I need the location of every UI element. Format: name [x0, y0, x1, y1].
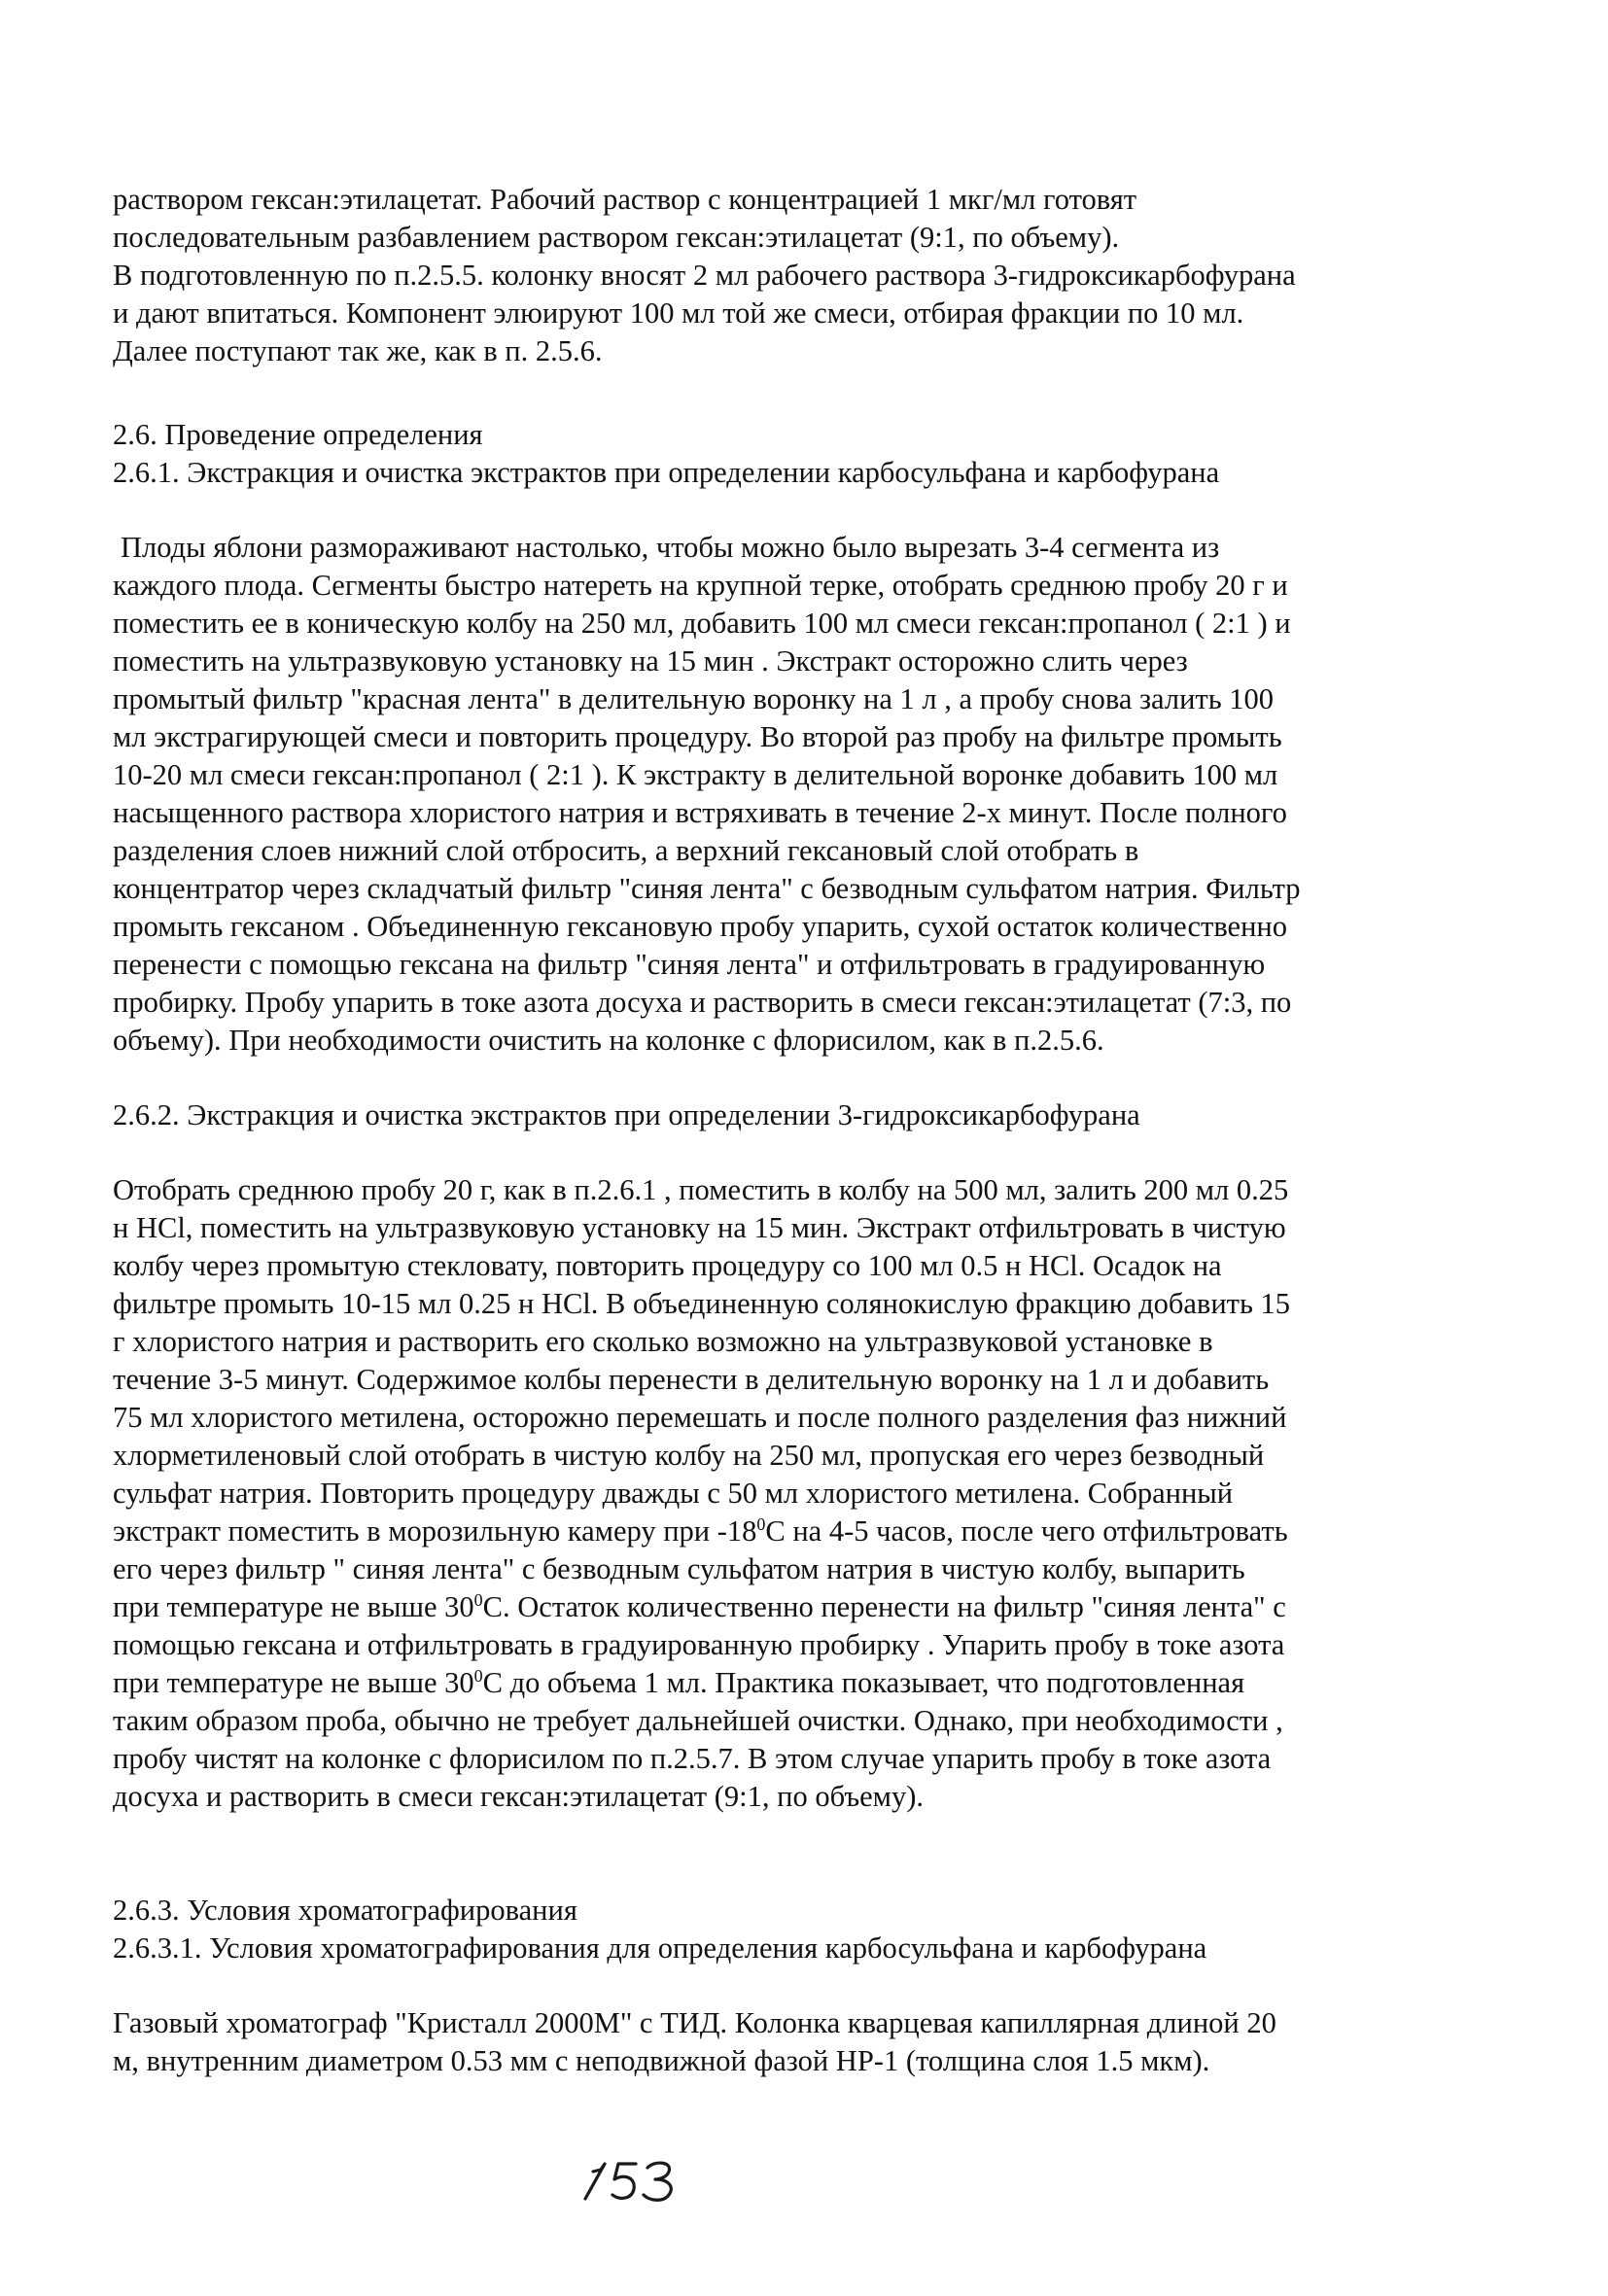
text-line: промытый фильтр "красная лента" в делительную воронку на 1 л , а пробу снова залить 100: [113, 682, 1275, 715]
text-line: колбу через промытую стекловату, повторить процедуру со 100 мл 0.5 н HCl. Осадок на: [113, 1249, 1222, 1282]
paragraph-2-6-1: [113, 529, 1454, 1060]
text-line: раствором гексан:этилацетат. Рабочий раствор с концентрацией 1 мкг/мл готовят: [113, 183, 1137, 216]
text-line: фильтре промыть 10-15 мл 0.25 н HCl. В объединенную солянокислую фракцию добавить 15: [113, 1287, 1291, 1320]
text-line: течение 3-5 минут. Содержимое колбы перенести в делительную воронку на 1 л и добавить: [113, 1363, 1270, 1396]
text-line-temperature: [113, 1513, 1454, 1550]
text-line: Далее поступают так же, как в п. 2.5.6.: [113, 334, 603, 367]
text-line: пробу чистят на колонке с флорисилом по п.2.5.7. В этом случае упарить пробу в токе азота: [113, 1742, 1272, 1775]
text-line: Отобрать среднюю пробу 20 г, как в п.2.6.1 , поместить в колбу на 500 мл, залить 200 мл 0.25: [113, 1173, 1289, 1206]
paragraph-2-6-3-1: [113, 2004, 1454, 2080]
text-line: разделения слоев нижний слой отбросить, а верхний гексановый слой отобрать в: [113, 834, 1139, 867]
text-line: хлорметиленовый слой отобрать в чистую колбу на 250 мл, пропуская его через безводный: [113, 1439, 1265, 1472]
handwritten-page-number-drawing: [579, 2152, 686, 2207]
text-line: пробирку. Пробу упарить в токе азота досуха и растворить в смеси гексан:этилацетат (7:3, по: [113, 986, 1292, 1019]
text-line: его через фильтр " синяя лента" с безводным сульфатом натрия в чистую колбу, выпарить: [113, 1552, 1245, 1585]
text-segment: С на 4-5 часов, после чего отфильтровать: [765, 1514, 1288, 1548]
text-line: насыщенного раствора хлористого натрия и встряхивать в течение 2-х минут. После полного: [113, 796, 1287, 829]
text-line: Газовый хроматограф "Кристалл 2000М" с ТИД. Колонка кварцевая капиллярная длиной 20: [113, 2006, 1276, 2039]
text-line: последовательным разбавлением раствором гексан:этилацетат (9:1, по объему).: [113, 221, 1120, 254]
text-line: поместить ее в коническую колбу на 250 мл, добавить 100 мл смеси гексан:пропанол ( 2:1 ) и: [113, 607, 1291, 640]
text-line: мл экстрагирующей смеси и повторить процедуру. Во второй раз пробу на фильтре промыть: [113, 720, 1282, 753]
text-line: г хлористого натрия и растворить его сколько возможно на ультразвуковой установке в: [113, 1325, 1213, 1358]
intro-paragraph: [113, 181, 1454, 370]
paragraph-2-6-2: [113, 1171, 1454, 1816]
text-line: таким образом проба, обычно не требует дальнейшей очистки. Однако, при необходимости ,: [113, 1704, 1283, 1737]
section-heading-2-6: 2.6. Проведение определения: [113, 418, 483, 451]
text-line: объему). При необходимости очистить на колонке с флорисилом, как в п.2.5.6.: [113, 1024, 1104, 1057]
text-line-temperature: [113, 1664, 1454, 1702]
text-line: помощью гексана и отфильтровать в градуированную пробирку . Упарить пробу в токе азота: [113, 1628, 1285, 1661]
text-line-temperature: [113, 1588, 1454, 1626]
text-line: н HCl, поместить на ультразвуковую установку на 15 мин. Экстракт отфильтровать в чистую: [113, 1211, 1286, 1244]
section-heading-2-6-1: 2.6.1. Экстракция и очистка экстрактов при определении карбосульфана и карбофурана: [113, 456, 1220, 489]
handwritten-page-number: [579, 2152, 686, 2207]
text-line: 75 мл хлористого метилена, осторожно перемешать и после полного разделения фаз нижний: [113, 1401, 1287, 1434]
text-line: 10-20 мл смеси гексан:пропанол ( 2:1 ). К экстракту в делительной воронке добавить 100 мл: [113, 758, 1278, 791]
text-segment: при температуре не выше 30: [113, 1666, 474, 1699]
text-line: поместить на ультразвуковую установку на 15 мин . Экстракт осторожно слить через: [113, 644, 1188, 678]
text-line: концентратор через складчатый фильтр "синяя лента" с безводным сульфатом натрия. Фильтр: [113, 872, 1301, 905]
text-line: перенести с помощью гексана на фильтр "синяя лента" и отфильтровать в градуированную: [113, 948, 1266, 981]
text-segment: С. Остаток количественно перенести на фильтр "синяя лента" с: [482, 1590, 1286, 1623]
text-segment: С до объема 1 мл. Практика показывает, что подготовленная: [482, 1666, 1245, 1699]
text-line: В подготовленную по п.2.5.5. колонку вносят 2 мл рабочего раствора 3-гидроксикарбофурана: [113, 259, 1296, 292]
text-line: каждого плода. Сегменты быстро натереть на крупной терке, отобрать среднюю пробу 20 г и: [113, 569, 1288, 602]
superscript-degree: 0: [756, 1513, 766, 1534]
text-line: сульфат натрия. Повторить процедуру дважды с 50 мл хлористого метилена. Собранный: [113, 1477, 1234, 1510]
section-heading-2-6-3: 2.6.3. Условия хроматографирования: [113, 1894, 577, 1927]
section-heading-2-6-2: 2.6.2. Экстракция и очистка экстрактов при определении 3-гидроксикарбофурана: [113, 1098, 1140, 1131]
text-segment: при температуре не выше 30: [113, 1590, 474, 1623]
text-line: промыть гексаном . Объединенную гексановую пробу упарить, сухой остаток количественно: [113, 910, 1287, 943]
text-line: м, внутренним диаметром 0.53 мм с неподвижной фазой HP-1 (толщина слоя 1.5 мкм).: [113, 2044, 1210, 2077]
superscript-degree: 0: [473, 1665, 483, 1686]
text-line: Плоды яблони размораживают настолько, чтобы можно было вырезать 3-4 сегмента из: [121, 531, 1220, 564]
text-line: и дают впитаться. Компонент элюируют 100 мл той же смеси, отбирая фракции по 10 мл.: [113, 296, 1244, 330]
text-line: досуха и растворить в смеси гексан:этилацетат (9:1, по объему).: [113, 1780, 924, 1813]
text-segment: экстракт поместить в морозильную камеру при -18: [113, 1514, 757, 1548]
superscript-degree: 0: [473, 1589, 483, 1610]
section-heading-2-6-3-1: 2.6.3.1. Условия хроматографирования для определения карбосульфана и карбофурана: [113, 1931, 1207, 1965]
